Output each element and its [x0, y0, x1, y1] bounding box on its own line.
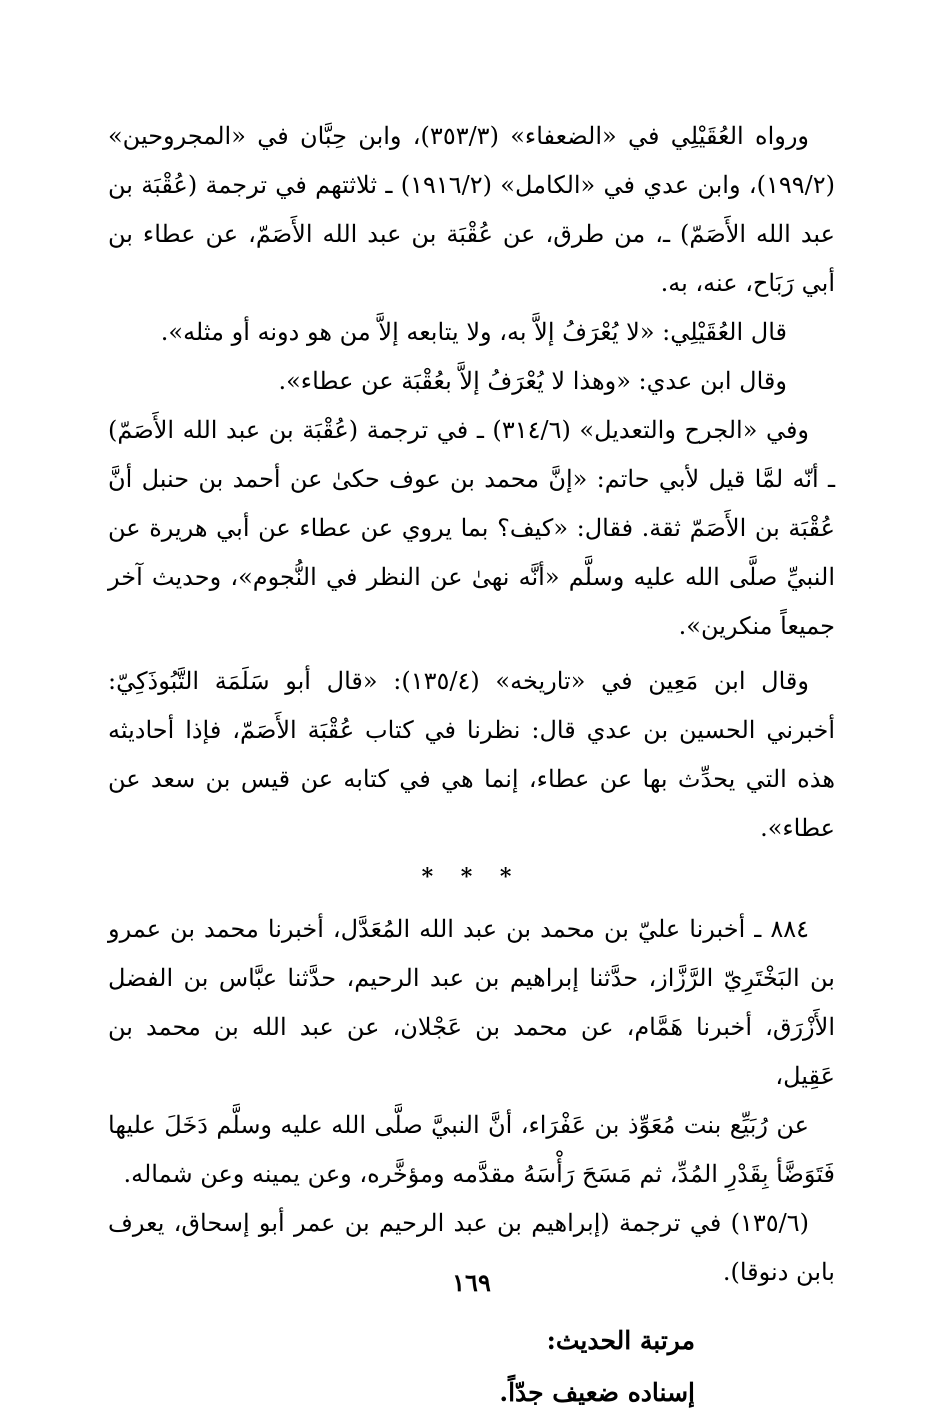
- section-separator: * * *: [421, 864, 522, 890]
- page-number: ١٦٩: [452, 1268, 491, 1297]
- section-heading: مرتبة الحديث:: [546, 1326, 695, 1355]
- paragraph-hadith-884-matn: عن رُبَيِّع بنت مُعَوِّذ بن عَفْرَاء، أنَّ النبيَّ صلَّى الله عليه وسلَّم دَخَلَ عليها فَتَوَضَّأ بِقَدْرِ المُدِّ، ثم مَسَحَ رَأْسَهُ مقدَّمه ومؤخَّره، وعن يمينه وعن شماله.: [108, 1111, 835, 1188]
- quote-ibn-adi: وقال ابن عدي: «وهذا لا يُعْرَفُ إلاَّ بعُقْبَة عن عطاء».: [278, 367, 787, 395]
- verdict-text: إسناده ضعيف جدّاً.: [499, 1378, 695, 1407]
- paragraph-ibn-main: وقال ابن مَعِين في «تاريخه» (١٣٥/٤): «قال أبو سَلَمَة التَّبُوذَكِيّ: أخبرني الحسين بن عدي قال: نظرنا في كتاب عُقْبَة الأَصَمّ، فإذا أحاديثه هذه التي يحدِّث بها عن عطاء، إنما هي في كتابه عن قيس بن سعد عن عطاء».: [108, 667, 835, 842]
- paragraph-takhrij: ورواه العُقَيْلِي في «الضعفاء» (٣٥٣/٣)، وابن حِبَّان في «المجروحين» (١٩٩/٢)، وابن عدي في «الكامل» (١٩١٦/٢) ـ ثلاثتهم في ترجمة (عُقْبَة بن عبد الله الأَصَمّ) ـ، من طرق، عن عُقْبَة بن عبد الله الأَصَمّ، عن عطاء بن أبي رَبَاح، عنه، به.: [108, 122, 836, 297]
- paragraph-hadith-884-isnad: ٨٨٤ ـ أخبرنا عليّ بن محمد بن عبد الله المُعَدَّل، أخبرنا محمد بن عمرو بن البَخْتَرِيّ الرَّزَّاز، حدَّثنا إبراهيم بن عبد الرحيم، حدَّثنا عبَّاس بن الفضل الأَزْرَق، أخبرنا هَمَّام، عن محمد بن عَجْلان، عن عبد الله بن محمد بن عَقِيل،: [108, 915, 835, 1090]
- paragraph-reference: (١٣٥/٦) في ترجمة (إبراهيم بن عبد الرحيم بن عمر أبو إسحاق، يعرف بابن دنوقا).: [108, 1209, 835, 1286]
- paragraph-jarh-tadil: وفي «الجرح والتعديل» (٣١٤/٦) ـ في ترجمة (عُقْبَة بن عبد الله الأَصَمّ) ـ أنّه لمَّا قيل لأبي حاتم: «إنَّ محمد بن عوف حكىٰ عن أحمد بن حنبل أنَّ عُقْبَة بن الأَصَمّ ثقة. فقال: «كيف؟ بما يروي عن عطاء عن أبي هريرة عن النبيِّ صلَّى الله عليه وسلَّم «أنَّه نهىٰ عن النظر في النُّجوم»، وحديث آخر جميعاً منكرين».: [108, 416, 835, 640]
- quote-uqayli: قال العُقَيْلِي: «لا يُعْرَفُ إلاَّ به، ولا يتابعه إلاَّ من هو دونه أو مثله».: [160, 318, 787, 346]
